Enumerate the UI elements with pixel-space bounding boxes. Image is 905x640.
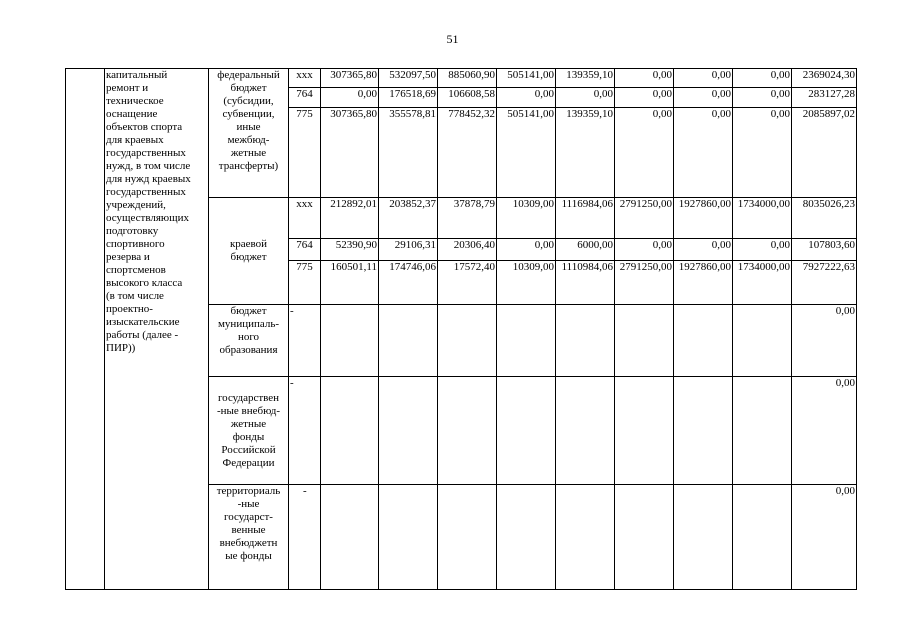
value-cell: 139359,10 (556, 69, 615, 88)
source-cell: бюджет муниципаль- ного образования (209, 305, 289, 377)
value-cell: 778452,32 (438, 108, 497, 198)
empty-cell (615, 485, 674, 590)
code-cell: 775 (289, 261, 321, 305)
empty-cell (497, 305, 556, 377)
value-cell: 885060,90 (438, 69, 497, 88)
value-cell: 505141,00 (497, 108, 556, 198)
value-cell: 0,00 (733, 239, 792, 261)
value-cell: 1110984,06 (556, 261, 615, 305)
empty-cell (321, 305, 379, 377)
value-cell: 1927860,00 (674, 198, 733, 239)
value-cell: 0,00 (497, 239, 556, 261)
value-cell: 10309,00 (497, 198, 556, 239)
total-cell: 0,00 (792, 377, 857, 485)
value-cell: 355578,81 (379, 108, 438, 198)
value-cell: 532097,50 (379, 69, 438, 88)
value-cell: 212892,01 (321, 198, 379, 239)
value-cell: 52390,90 (321, 239, 379, 261)
budget-table (65, 68, 857, 590)
value-cell: 1734000,00 (733, 261, 792, 305)
source-cell: краевой бюджет (209, 198, 289, 305)
empty-cell (674, 485, 733, 590)
value-cell: 2791250,00 (615, 261, 674, 305)
value-cell: 0,00 (674, 108, 733, 198)
value-cell: 0,00 (321, 88, 379, 108)
value-cell: 307365,80 (321, 108, 379, 198)
value-cell: 1734000,00 (733, 198, 792, 239)
value-cell: 0,00 (615, 69, 674, 88)
empty-cell (438, 377, 497, 485)
value-cell: 0,00 (674, 239, 733, 261)
value-cell: 139359,10 (556, 108, 615, 198)
total-cell: 7927222,63 (792, 261, 857, 305)
value-cell: 0,00 (674, 88, 733, 108)
value-cell: 176518,69 (379, 88, 438, 108)
table-row (66, 69, 857, 88)
empty-cell (321, 485, 379, 590)
value-cell: 307365,80 (321, 69, 379, 88)
value-cell: 2791250,00 (615, 198, 674, 239)
code-cell: 764 (289, 239, 321, 261)
value-cell: 1927860,00 (674, 261, 733, 305)
empty-cell (615, 305, 674, 377)
empty-cell (321, 377, 379, 485)
value-cell: 0,00 (556, 88, 615, 108)
code-cell: - (289, 377, 321, 485)
empty-cell (497, 377, 556, 485)
blank-cell (66, 69, 105, 590)
value-cell: 0,00 (674, 69, 733, 88)
empty-cell (556, 377, 615, 485)
value-cell: 160501,11 (321, 261, 379, 305)
value-cell: 0,00 (733, 108, 792, 198)
value-cell: 37878,79 (438, 198, 497, 239)
value-cell: 0,00 (497, 88, 556, 108)
total-cell: 107803,60 (792, 239, 857, 261)
code-cell: 764 (289, 88, 321, 108)
empty-cell (733, 485, 792, 590)
code-cell: 775 (289, 108, 321, 198)
empty-cell (556, 485, 615, 590)
value-cell: 6000,00 (556, 239, 615, 261)
value-cell: 17572,40 (438, 261, 497, 305)
empty-cell (733, 377, 792, 485)
empty-cell (733, 305, 792, 377)
code-cell: - (289, 485, 321, 590)
source-cell: территориаль -ные государст- венные внебюджетн ые фонды (209, 485, 289, 590)
empty-cell (674, 377, 733, 485)
value-cell: 0,00 (733, 88, 792, 108)
total-cell: 0,00 (792, 305, 857, 377)
value-cell: 29106,31 (379, 239, 438, 261)
empty-cell (379, 377, 438, 485)
value-cell: 0,00 (733, 69, 792, 88)
empty-cell (379, 305, 438, 377)
source-cell: федеральный бюджет (субсидии, субвенции, иные межбюд- жетные трансферты) (209, 69, 289, 198)
total-cell: 2085897,02 (792, 108, 857, 198)
value-cell: 10309,00 (497, 261, 556, 305)
value-cell: 174746,06 (379, 261, 438, 305)
value-cell: 0,00 (615, 108, 674, 198)
value-cell: 0,00 (615, 239, 674, 261)
page-number: 51 (446, 32, 459, 46)
code-cell: ххх (289, 198, 321, 239)
total-cell: 8035026,23 (792, 198, 857, 239)
total-cell: 283127,28 (792, 88, 857, 108)
empty-cell (556, 305, 615, 377)
value-cell: 1116984,06 (556, 198, 615, 239)
empty-cell (438, 305, 497, 377)
empty-cell (615, 377, 674, 485)
value-cell: 106608,58 (438, 88, 497, 108)
value-cell: 203852,37 (379, 198, 438, 239)
value-cell: 505141,00 (497, 69, 556, 88)
empty-cell (379, 485, 438, 590)
empty-cell (497, 485, 556, 590)
total-cell: 0,00 (792, 485, 857, 590)
description-cell: капитальный ремонт и техническое оснащение объектов спорта для краевых государственных нужд, в том числе для нужд краевых государственных учреждений, осуществляющих подготовку спортивного резерва и спортсменов высокого класса (в том числе проектно- изыскательские работы (далее - ПИР)) (105, 69, 209, 590)
empty-cell (674, 305, 733, 377)
value-cell: 0,00 (615, 88, 674, 108)
total-cell: 2369024,30 (792, 69, 857, 88)
empty-cell (438, 485, 497, 590)
code-cell: ххх (289, 69, 321, 88)
source-cell: государствен -ные внебюд- жетные фонды Российской Федерации (209, 377, 289, 485)
value-cell: 20306,40 (438, 239, 497, 261)
code-cell: - (289, 305, 321, 377)
